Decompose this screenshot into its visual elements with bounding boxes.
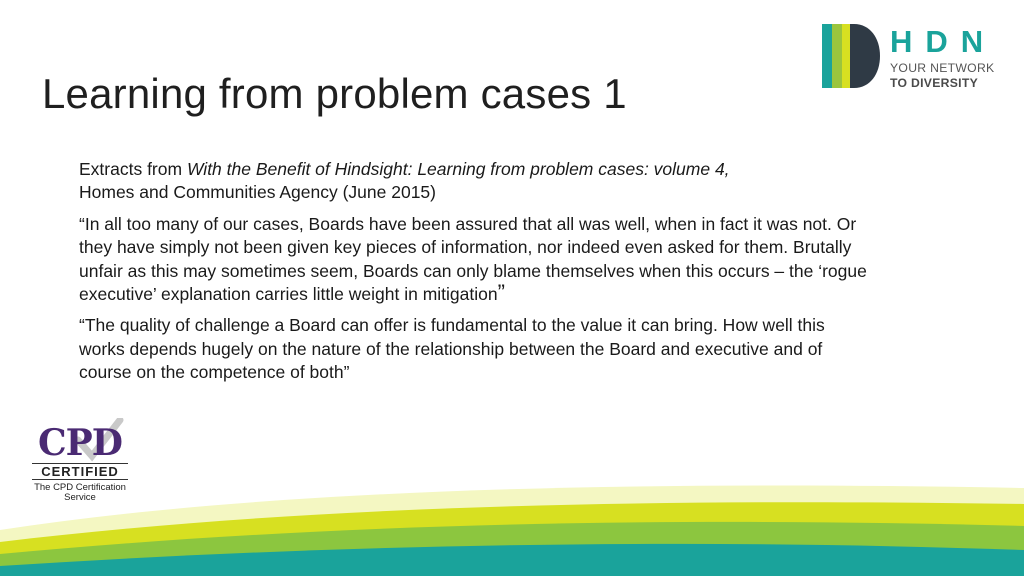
cpd-service-line1: The CPD Certification bbox=[34, 482, 126, 493]
cpd-service-line2: Service bbox=[64, 492, 96, 503]
quote-1-close-mark: ” bbox=[497, 280, 505, 306]
slide-body bbox=[79, 158, 869, 393]
quote-1 bbox=[79, 213, 869, 307]
quote-2 bbox=[79, 314, 869, 384]
intro-prefix: Extracts from bbox=[79, 159, 187, 179]
hdn-d-mark-icon bbox=[822, 24, 880, 88]
intro-source: Homes and Communities Agency (June 2015) bbox=[79, 182, 436, 203]
slide-title: Learning from problem cases 1 bbox=[42, 70, 627, 117]
quote-1-text: “In all too many of our cases, Boards have been assured that all was well, when in fact it was not. Or they have simply not been given key pieces of information, nor indeed even asked for them. Brutally unfair as this may sometimes seem, Boards can only blame themselves when this occurs – the ‘rogue executive’ explanation carries little weight in mitigation bbox=[79, 213, 867, 305]
hdn-tagline-line1: YOUR NETWORK bbox=[890, 61, 995, 75]
footer-wave-decoration bbox=[0, 470, 1024, 576]
intro-paragraph bbox=[79, 158, 869, 205]
intro-publication-title: With the Benefit of Hindsight: Learning from problem cases: volume 4, bbox=[186, 159, 730, 179]
hdn-logo bbox=[822, 24, 1002, 90]
hdn-tagline-line2: TO DIVERSITY bbox=[890, 76, 979, 90]
cpd-certified-label: CERTIFIED bbox=[32, 463, 128, 480]
cpd-letters: CPD bbox=[38, 422, 122, 464]
quote-2-text: “The quality of challenge a Board can offer is fundamental to the value it can bring. How well this works depends hugely on the nature of the relationship between the Board and executive and of course on the competence of both” bbox=[79, 315, 825, 383]
hdn-letters: HDN bbox=[890, 24, 997, 59]
